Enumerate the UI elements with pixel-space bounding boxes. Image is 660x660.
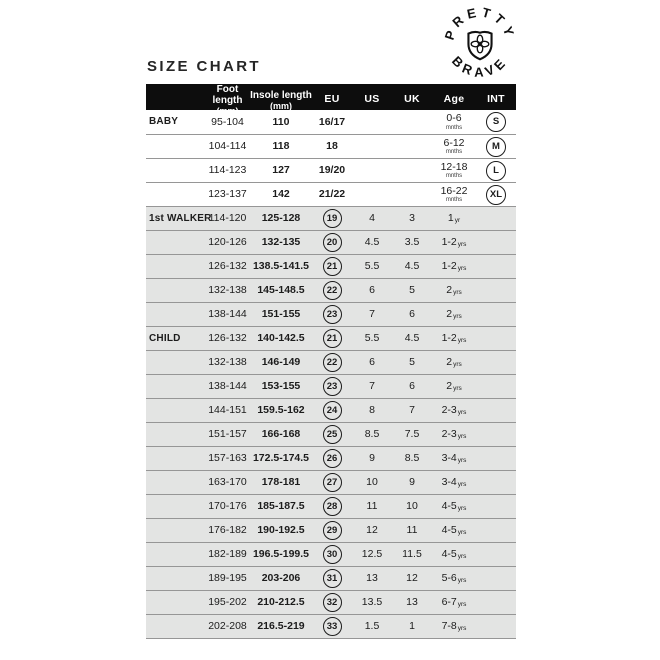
cell-age	[432, 525, 476, 536]
cell-age	[432, 162, 476, 180]
cell-us-size: 8	[369, 404, 375, 417]
table-row	[146, 110, 516, 134]
cell-insole-length: 159.5-162	[257, 404, 305, 417]
cell-eu-size	[312, 165, 352, 176]
cell-uk-size: 10	[406, 500, 418, 513]
age-unit: yr	[454, 217, 461, 225]
cell-uk-size: 6	[409, 308, 415, 321]
age-unit: yrs	[457, 505, 467, 513]
age-unit: yrs	[457, 433, 467, 441]
cell-foot-length: 95-104	[211, 115, 244, 128]
cell-age	[432, 357, 476, 368]
age-unit: yrs	[457, 457, 467, 465]
cell-eu-size	[312, 521, 352, 540]
age-value: 4-5	[441, 548, 457, 561]
table-row	[146, 278, 516, 302]
cell-foot-length: 163-170	[208, 476, 247, 489]
page-title: SIZE CHART	[147, 58, 261, 75]
age-value: 2-3	[441, 428, 457, 441]
cell-us-size: 5.5	[364, 332, 380, 345]
cell-age	[432, 237, 476, 248]
eu-size-circle: 25	[323, 425, 342, 444]
age-unit: yrs	[457, 265, 467, 273]
age-value: 2-3	[441, 404, 457, 417]
age-unit: mnths	[445, 197, 463, 204]
eu-size-circle: 30	[323, 545, 342, 564]
cell-insole-length: 140-142.5	[257, 332, 305, 345]
col-header-insole-length	[250, 90, 312, 111]
cell-eu-size	[312, 497, 352, 516]
cell-insole-length: 185-187.5	[257, 500, 305, 513]
table-row	[146, 206, 516, 230]
cell-age	[432, 621, 476, 632]
row-category-label: 1st WALKER	[149, 212, 212, 224]
cell-insole-length: 132-135	[261, 236, 301, 249]
int-size-circle: M	[486, 137, 506, 157]
age-value: 1	[447, 212, 454, 225]
cell-uk-size: 3	[409, 212, 415, 225]
age-unit: yrs	[457, 625, 467, 633]
col-header-label: UK	[404, 93, 420, 106]
age-unit: yrs	[453, 361, 462, 369]
age-unit: yrs	[457, 529, 467, 537]
shield-clover-icon	[468, 32, 491, 59]
cell-us-size: 12	[366, 524, 378, 537]
eu-size-circle: 21	[323, 257, 342, 276]
col-header-unit: (mm)	[216, 106, 239, 117]
eu-size-circle: 33	[323, 617, 342, 636]
cell-uk-size: 4.5	[404, 260, 420, 273]
cell-foot-length: 114-120	[208, 212, 247, 225]
cell-insole-length: 153-155	[261, 380, 301, 393]
cell-insole-length: 118	[272, 140, 290, 153]
age-value: 0-6	[446, 112, 462, 125]
logo-arc-bottom: BRAVE	[449, 53, 511, 80]
age-value: 1-2	[441, 260, 457, 273]
col-header-label: INT	[487, 93, 505, 106]
cell-us-size: 4	[369, 212, 375, 225]
cell-foot-length: 104-114	[208, 140, 247, 153]
cell-age	[432, 261, 476, 272]
cell-age	[432, 453, 476, 464]
eu-size-circle: 29	[323, 521, 342, 540]
cell-us-size: 7	[369, 380, 375, 393]
age-unit: yrs	[457, 241, 467, 249]
cell-foot-length: 170-176	[208, 500, 247, 513]
cell-uk-size: 3.5	[404, 236, 420, 249]
int-size-circle: XL	[486, 185, 506, 205]
cell-age	[432, 501, 476, 512]
cell-insole-length: 166-168	[261, 428, 301, 441]
cell-eu-size	[312, 141, 352, 152]
col-header-label: US	[364, 93, 380, 106]
table-row	[146, 422, 516, 446]
eu-size-circle: 28	[323, 497, 342, 516]
table-row	[146, 182, 516, 206]
cell-uk-size: 4.5	[404, 332, 420, 345]
age-value: 12-18	[440, 160, 468, 173]
col-header-unit: (mm)	[270, 100, 292, 111]
cell-int-size	[476, 112, 516, 132]
cell-eu-size	[312, 425, 352, 444]
cell-eu-size	[312, 189, 352, 200]
cell-eu-size	[312, 305, 352, 324]
age-value: 2	[446, 380, 453, 393]
cell-foot-length: 126-132	[208, 260, 247, 273]
cell-eu-size	[312, 329, 352, 348]
cell-uk-size: 8.5	[404, 452, 420, 465]
age-unit: yrs	[457, 601, 467, 609]
cell-int-size	[476, 185, 516, 205]
cell-us-size: 13	[366, 572, 378, 585]
cell-insole-length: 127	[272, 164, 290, 177]
cell-us-size: 4.5	[364, 236, 380, 249]
cell-uk-size: 7.5	[404, 428, 420, 441]
cell-us-size: 6	[369, 356, 375, 369]
age-unit: yrs	[457, 481, 467, 489]
cell-int-size	[476, 137, 516, 157]
cell-us-size: 10	[366, 476, 378, 489]
eu-size-text: 19/20	[318, 164, 346, 177]
table-row	[146, 470, 516, 494]
cell-insole-length: 190-192.5	[257, 524, 305, 537]
age-value: 3-4	[441, 452, 457, 465]
table-row	[146, 302, 516, 326]
age-unit: yrs	[453, 313, 462, 321]
cell-insole-length: 151-155	[261, 308, 301, 321]
cell-eu-size	[312, 257, 352, 276]
eu-size-circle: 22	[323, 353, 342, 372]
pretty-brave-logo	[438, 1, 522, 85]
cell-eu-size	[312, 281, 352, 300]
age-unit: yrs	[453, 289, 462, 297]
cell-uk-size: 5	[409, 284, 415, 297]
table-row	[146, 446, 516, 470]
cell-int-size	[476, 161, 516, 181]
eu-size-circle: 20	[323, 233, 342, 252]
table-row	[146, 326, 516, 350]
age-value: 7-8	[441, 620, 457, 633]
cell-age	[432, 429, 476, 440]
eu-size-circle: 27	[323, 473, 342, 492]
cell-us-size: 5.5	[364, 260, 380, 273]
age-unit: yrs	[457, 337, 467, 345]
cell-age	[432, 309, 476, 320]
eu-size-circle: 24	[323, 401, 342, 420]
age-value: 3-4	[441, 476, 457, 489]
eu-size-circle: 31	[323, 569, 342, 588]
cell-uk-size: 11	[406, 524, 418, 537]
row-category-label: CHILD	[149, 332, 181, 344]
col-header-foot-length	[205, 84, 250, 116]
cell-foot-length: 114-123	[208, 164, 247, 177]
table-row	[146, 230, 516, 254]
cell-uk-size: 9	[409, 476, 415, 489]
eu-size-circle: 32	[323, 593, 342, 612]
age-unit: yrs	[457, 577, 467, 585]
cell-us-size: 6	[369, 284, 375, 297]
table-row	[146, 134, 516, 158]
cell-eu-size	[312, 569, 352, 588]
cell-insole-length: 145-148.5	[257, 284, 305, 297]
col-header-age	[432, 94, 476, 106]
cell-foot-length: 202-208	[208, 620, 247, 633]
cell-eu-size	[312, 545, 352, 564]
cell-age	[432, 138, 476, 156]
cell-us-size: 9	[369, 452, 375, 465]
age-value: 5-6	[441, 572, 457, 585]
cell-eu-size	[312, 353, 352, 372]
cell-insole-length: 146-149	[261, 356, 301, 369]
logo-arc-top: PRETTY	[441, 4, 519, 42]
table-row	[146, 350, 516, 374]
age-value: 6-12	[443, 136, 465, 149]
age-value: 4-5	[441, 524, 457, 537]
cell-insole-length: 172.5-174.5	[252, 452, 310, 465]
age-unit: yrs	[457, 409, 467, 417]
cell-eu-size	[312, 449, 352, 468]
age-value: 4-5	[441, 500, 457, 513]
cell-eu-size	[312, 473, 352, 492]
cell-insole-length: 138.5-141.5	[252, 260, 310, 273]
col-header-label: Insole length	[250, 89, 312, 101]
cell-insole-length: 203-206	[261, 572, 301, 585]
cell-age	[432, 477, 476, 488]
cell-foot-length: 157-163	[208, 452, 247, 465]
eu-size-text: 16/17	[318, 115, 346, 128]
age-value: 1-2	[441, 236, 457, 249]
cell-us-size: 7	[369, 308, 375, 321]
age-value: 1-2	[441, 332, 457, 345]
col-header-us	[352, 94, 392, 106]
cell-foot-length: 132-138	[208, 356, 247, 369]
cell-foot-length: 144-151	[208, 404, 247, 417]
cell-us-size: 8.5	[364, 428, 380, 441]
cell-eu-size	[312, 401, 352, 420]
row-category-label: BABY	[149, 116, 179, 127]
cell-uk-size: 7	[409, 404, 415, 417]
cell-foot-length: 182-189	[208, 548, 247, 561]
col-header-int	[476, 94, 516, 106]
cell-eu-size	[312, 117, 352, 128]
cell-age	[432, 285, 476, 296]
cell-age	[432, 549, 476, 560]
cell-foot-length: 176-182	[208, 524, 247, 537]
cell-eu-size	[312, 377, 352, 396]
size-table	[146, 84, 516, 639]
eu-size-text: 18	[326, 140, 338, 153]
int-size-circle: L	[486, 161, 506, 181]
cell-age	[432, 597, 476, 608]
cell-eu-size	[312, 233, 352, 252]
cell-uk-size: 11.5	[402, 548, 422, 561]
cell-uk-size: 6	[409, 380, 415, 393]
eu-size-circle: 23	[323, 305, 342, 324]
cell-uk-size: 5	[409, 356, 415, 369]
cell-foot-length: 123-137	[208, 188, 247, 201]
cell-foot-length: 195-202	[208, 596, 247, 609]
brand-badge-icon	[438, 1, 522, 85]
cell-age	[432, 573, 476, 584]
eu-size-circle: 22	[323, 281, 342, 300]
table-row	[146, 374, 516, 398]
age-unit: mnths	[445, 149, 463, 156]
cell-insole-length: 196.5-199.5	[252, 548, 310, 561]
table-row	[146, 494, 516, 518]
col-header-label: Foot length	[212, 84, 243, 107]
cell-age	[432, 333, 476, 344]
eu-size-text: 21/22	[318, 188, 346, 201]
cell-insole-length: 142	[272, 188, 290, 201]
cell-age	[432, 113, 476, 131]
col-header-uk	[392, 94, 432, 106]
cell-foot-length: 151-157	[208, 428, 247, 441]
age-unit: mnths	[445, 173, 463, 180]
cell-foot-length: 132-138	[208, 284, 247, 297]
cell-age	[432, 381, 476, 392]
table-row	[146, 590, 516, 614]
cell-uk-size: 12	[406, 572, 418, 585]
cell-insole-length: 216.5-219	[257, 620, 305, 633]
table-row	[146, 614, 516, 638]
cell-uk-size: 13	[406, 596, 418, 609]
eu-size-circle: 26	[323, 449, 342, 468]
cell-age	[432, 213, 476, 224]
table-body	[146, 110, 516, 639]
cell-insole-length: 210-212.5	[257, 596, 305, 609]
cell-insole-length: 125-128	[261, 212, 301, 225]
cell-us-size: 1.5	[364, 620, 380, 633]
age-unit: mnths	[445, 124, 463, 131]
cell-foot-length: 189-195	[208, 572, 247, 585]
age-value: 6-7	[441, 596, 457, 609]
col-header-label: EU	[324, 93, 340, 106]
cell-us-size: 11	[366, 500, 378, 513]
cell-us-size: 12.5	[361, 548, 383, 561]
age-unit: yrs	[457, 553, 467, 561]
cell-uk-size: 1	[409, 620, 415, 633]
table-row	[146, 566, 516, 590]
cell-insole-length: 178-181	[261, 476, 301, 489]
age-value: 2	[446, 308, 453, 321]
cell-eu-size	[312, 593, 352, 612]
age-value: 16-22	[440, 184, 468, 197]
cell-age	[432, 186, 476, 204]
cell-foot-length: 126-132	[208, 332, 247, 345]
cell-eu-size	[312, 209, 352, 228]
table-row	[146, 254, 516, 278]
age-value: 2	[446, 356, 453, 369]
cell-foot-length: 138-144	[208, 308, 247, 321]
eu-size-circle: 23	[323, 377, 342, 396]
table-row	[146, 158, 516, 182]
table-row	[146, 398, 516, 422]
cell-eu-size	[312, 617, 352, 636]
eu-size-circle: 21	[323, 329, 342, 348]
cell-insole-length: 110	[272, 115, 290, 128]
eu-size-circle: 19	[323, 209, 342, 228]
table-header	[146, 84, 516, 117]
age-unit: yrs	[453, 385, 462, 393]
cell-foot-length: 138-144	[208, 380, 247, 393]
col-header-label: Age	[443, 93, 465, 106]
table-row	[146, 542, 516, 566]
cell-age	[432, 405, 476, 416]
int-size-circle: S	[486, 112, 506, 132]
cell-foot-length: 120-126	[208, 236, 247, 249]
table-row	[146, 518, 516, 542]
col-header-eu	[312, 94, 352, 106]
cell-us-size: 13.5	[361, 596, 383, 609]
age-value: 2	[446, 284, 453, 297]
